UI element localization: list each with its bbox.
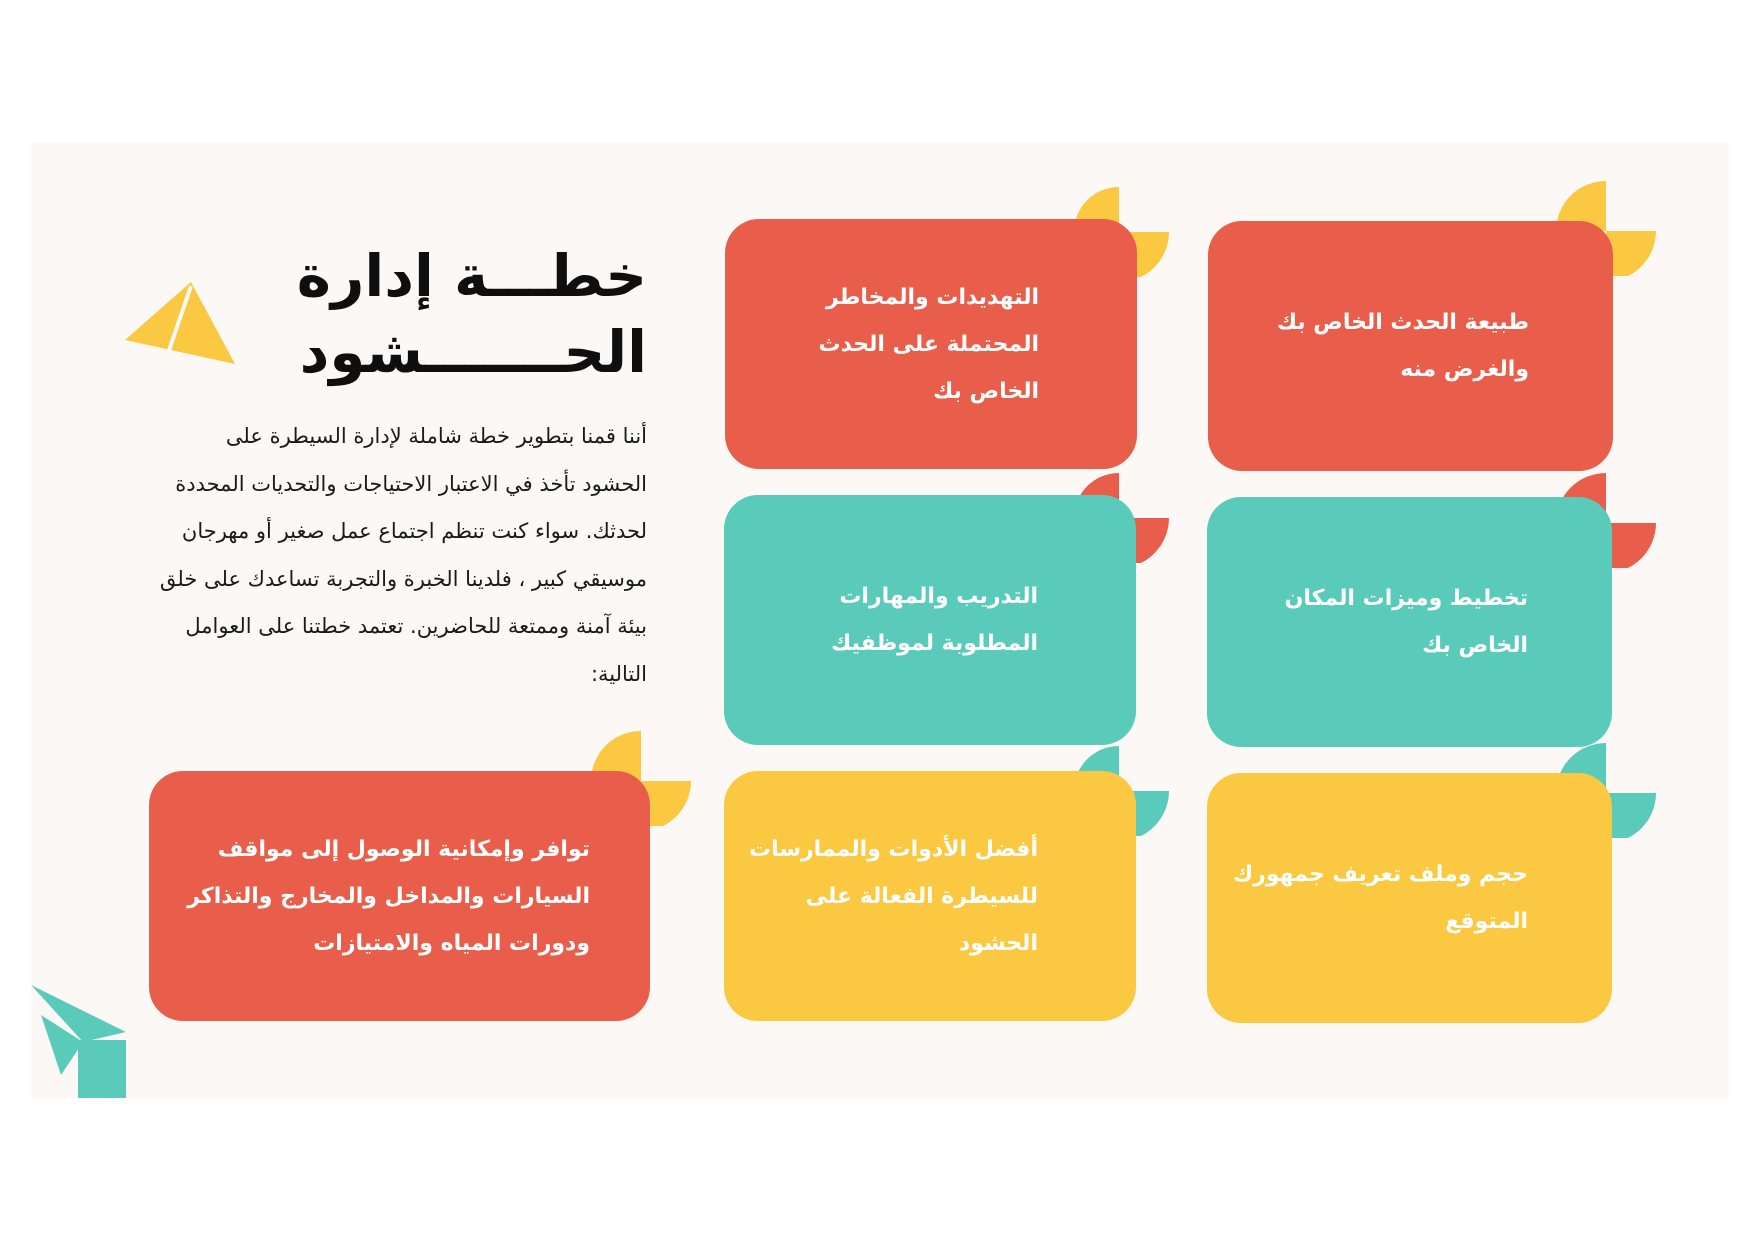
card-text: حجم وملف تعريف جمهورك المتوقع: [1233, 862, 1528, 934]
page-title: [167, 238, 647, 390]
title-line-1: خطـــة إدارة: [296, 242, 647, 310]
card-text: التهديدات والمخاطر المحتملة على الحدث الخاص بك: [818, 284, 1039, 404]
title-line-2: الحـــــــشود: [299, 318, 647, 386]
teal-arrow-decoration: [31, 985, 131, 1098]
card-text: التدريب والمهارات المطلوبة لموظفيك: [831, 584, 1038, 656]
slide: [31, 143, 1729, 1098]
card-event-nature: [1208, 221, 1613, 471]
card-facilities-access: [149, 771, 650, 1021]
card-best-tools: [724, 771, 1136, 1021]
card-venue-layout: [1207, 497, 1612, 747]
card-text: طبيعة الحدث الخاص بك والغرض منه: [1276, 310, 1529, 382]
intro-paragraph: أننا قمنا بتطوير خطة شاملة لإدارة السيطرة على الحشود تأخذ في الاعتبار الاحتياجات والتحديات المحددة لحدثك. سواء كنت تنظم اجتماع عمل صغير أو مهرجان موسيقي كبير ، فلدينا الخبرة والتجربة تساعدك على خلق بيئة آمنة وممتعة للحاضرين. تعتمد خطتنا على العوامل التالية:: [159, 424, 647, 686]
card-audience-size: [1207, 773, 1612, 1023]
card-threats-risks: [725, 219, 1137, 469]
card-text: توافر وإمكانية الوصول إلى مواقف السيارات والمداخل والمخارج والتذاكر ودورات المياه والامتيازات: [187, 836, 590, 956]
card-staff-training: [724, 495, 1136, 745]
card-text: تخطيط وميزات المكان الخاص بك: [1284, 586, 1528, 658]
card-text: أفضل الأدوات والممارسات للسيطرة الفعالة على الحشود: [748, 836, 1038, 956]
